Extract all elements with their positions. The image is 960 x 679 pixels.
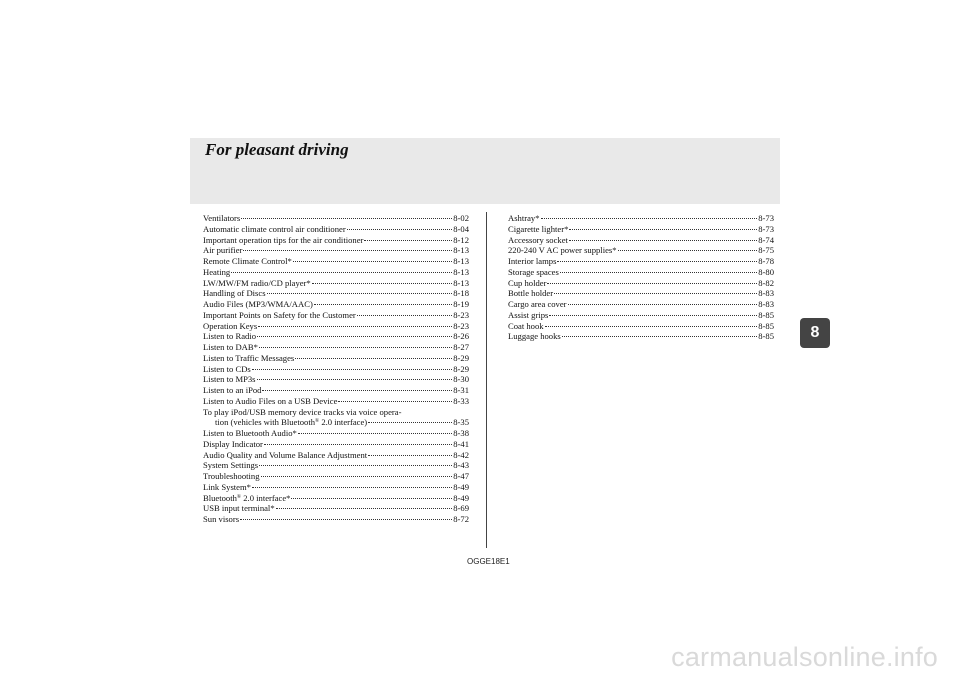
toc-entry-page: 8-83	[758, 288, 774, 299]
toc-entry	[203, 342, 469, 353]
toc-entry-page: 8-29	[453, 363, 469, 374]
toc-entry-label: Handling of Discs	[203, 288, 266, 299]
toc-entry-page: 8-85	[758, 309, 774, 320]
toc-entry	[508, 256, 774, 267]
toc-leader-dots	[241, 218, 452, 219]
toc-entry-page: 8-13	[453, 266, 469, 277]
toc-entry	[508, 310, 774, 321]
toc-entry-label: Listen to CDs	[203, 363, 251, 374]
toc-leader-dots	[368, 455, 452, 456]
toc-entry	[203, 331, 469, 342]
toc-entry-label: Cargo area cover	[508, 299, 567, 309]
toc-entry-page: 8-26	[453, 331, 469, 342]
toc-leader-dots	[312, 283, 453, 284]
toc-leader-dots	[569, 240, 757, 241]
toc-entry-page: 8-72	[453, 514, 469, 524]
toc-entry-label: LW/MW/FM radio/CD player*	[203, 277, 311, 288]
toc-column-right	[508, 213, 774, 342]
toc-entry	[508, 299, 774, 310]
toc-entry-label: Cup holder	[508, 277, 547, 288]
toc-entry-label: Luggage hooks	[508, 331, 561, 342]
toc-entry-page: 8-13	[453, 256, 469, 266]
toc-entry-label: System Settings	[203, 460, 259, 471]
toc-entry-label: Important operation tips for the air conditioner	[203, 234, 364, 245]
toc-entry-page: 8-69	[453, 503, 469, 514]
toc-leader-dots	[267, 293, 453, 294]
toc-entry-page: 8-43	[453, 460, 469, 471]
toc-leader-dots	[252, 369, 452, 370]
toc-leader-dots	[231, 272, 452, 273]
toc-entry	[508, 267, 774, 278]
toc-entry-label: Interior lamps	[508, 256, 557, 266]
toc-entry	[203, 267, 469, 278]
toc-entry-label: Cigarette lighter*	[508, 223, 569, 234]
toc-entry-label: Storage spaces	[508, 266, 559, 277]
toc-entry	[203, 503, 469, 514]
toc-entry-page: 8-13	[453, 245, 469, 256]
toc-leader-dots	[259, 347, 452, 348]
toc-entry	[203, 439, 469, 450]
toc-entry	[203, 310, 469, 321]
toc-entry-page: 8-85	[758, 320, 774, 331]
document-code: OGGE18E1	[467, 557, 510, 566]
toc-leader-dots	[562, 336, 757, 337]
toc-entry-page: 8-49	[453, 492, 469, 503]
toc-entry	[203, 471, 469, 482]
toc-entry-page: 8-29	[453, 352, 469, 363]
toc-entry-label: Listen to an iPod	[203, 385, 262, 395]
toc-leader-dots	[541, 218, 758, 219]
toc-entry	[203, 514, 469, 525]
toc-entry	[203, 256, 469, 267]
toc-leader-dots	[252, 487, 452, 488]
toc-entry-page: 8-78	[758, 256, 774, 266]
toc-leader-dots	[557, 261, 757, 262]
toc-entry	[203, 493, 469, 504]
toc-entry	[203, 245, 469, 256]
chapter-number-tab: 8	[800, 318, 830, 348]
toc-leader-dots	[338, 401, 452, 402]
toc-entry-page: 8-12	[453, 234, 469, 245]
toc-entry	[203, 482, 469, 493]
toc-leader-dots	[264, 444, 452, 445]
toc-entry-page: 8-75	[758, 245, 774, 256]
toc-leader-dots	[257, 379, 453, 380]
toc-leader-dots	[276, 508, 453, 509]
toc-entry-label: Bottle holder	[508, 288, 554, 299]
toc-entry	[508, 278, 774, 289]
toc-entry	[203, 321, 469, 332]
column-divider	[486, 212, 487, 548]
toc-leader-dots	[262, 390, 452, 391]
toc-entry-page: 8-41	[453, 438, 469, 449]
toc-entry	[203, 224, 469, 235]
watermark: carmanualsonline.info	[671, 642, 938, 672]
toc-entry-page: 8-80	[758, 266, 774, 277]
toc-leader-dots	[257, 336, 452, 337]
toc-entry	[508, 235, 774, 246]
toc-entry	[203, 353, 469, 364]
toc-entry-label: To play iPod/USB memory device tracks via voice opera-	[203, 406, 402, 417]
toc-entry-page: 8-49	[453, 481, 469, 492]
toc-entry-label: Remote Climate Control*	[203, 256, 292, 266]
toc-entry-label: Ashtray*	[508, 213, 540, 223]
toc-entry-page: 8-18	[453, 288, 469, 299]
toc-entry-page: 8-30	[453, 374, 469, 385]
toc-entry-page: 8-85	[758, 331, 774, 342]
toc-entry	[203, 385, 469, 396]
toc-entry-label: Automatic climate control air conditioner	[203, 223, 346, 234]
toc-leader-dots	[314, 304, 452, 305]
toc-leader-dots	[243, 250, 452, 251]
toc-leader-dots	[364, 240, 452, 241]
toc-leader-dots	[357, 315, 452, 316]
toc-entry-page: 8-42	[453, 449, 469, 460]
toc-leader-dots	[560, 272, 757, 273]
toc-entry-page: 8-82	[758, 277, 774, 288]
toc-entry	[508, 321, 774, 332]
toc-entry-label: Listen to Audio Files on a USB Device	[203, 395, 338, 406]
toc-entry-label: Audio Quality and Volume Balance Adjustment	[203, 449, 368, 460]
toc-entry-label: Listen to Traffic Messages	[203, 352, 295, 363]
toc-entry-label: Ventilators	[203, 213, 241, 223]
toc-leader-dots	[291, 498, 452, 499]
toc-entry-page: 8-23	[453, 320, 469, 331]
toc-entry	[508, 213, 774, 224]
toc-entry	[508, 245, 774, 256]
toc-leader-dots	[261, 476, 453, 477]
toc-entry-page: 8-27	[453, 342, 469, 352]
toc-column-left	[203, 213, 469, 525]
toc-leader-dots	[295, 358, 452, 359]
toc-entry-page: 8-35	[453, 417, 469, 428]
toc-entry-label: Coat hook	[508, 320, 544, 331]
toc-leader-dots	[240, 519, 452, 520]
toc-entry	[203, 374, 469, 385]
toc-entry-page: 8-02	[453, 213, 469, 223]
toc-entry-label: Listen to DAB*	[203, 342, 258, 352]
toc-entry-label: USB input terminal*	[203, 503, 275, 514]
chapter-title: For pleasant driving	[205, 140, 349, 159]
toc-entry-page: 8-73	[758, 213, 774, 223]
toc-entry-label: Listen to Bluetooth Audio*	[203, 428, 297, 438]
toc-entry	[508, 224, 774, 235]
toc-leader-dots	[545, 326, 758, 327]
toc-entry-label: Operation Keys	[203, 320, 258, 331]
toc-entry-page: 8-04	[453, 223, 469, 234]
toc-leader-dots	[547, 283, 757, 284]
toc-entry-label: Important Points on Safety for the Customer	[203, 309, 356, 320]
toc-entry-page: 8-31	[453, 385, 469, 395]
toc-entry-label: Accessory socket	[508, 234, 568, 245]
toc-entry	[203, 460, 469, 471]
toc-entry	[203, 396, 469, 407]
toc-entry-label: Listen to MP3s	[203, 374, 256, 385]
toc-entry	[203, 213, 469, 224]
toc-leader-dots	[549, 315, 757, 316]
toc-entry	[203, 235, 469, 246]
toc-entry-page: 8-47	[453, 471, 469, 481]
toc-entry-label: Listen to Radio	[203, 331, 256, 342]
toc-entry-label: Assist grips	[508, 309, 549, 320]
toc-leader-dots	[347, 229, 453, 230]
toc-entry-page: 8-38	[453, 428, 469, 438]
toc-leader-dots	[293, 261, 452, 262]
toc-entry-label: Audio Files (MP3/WMA/AAC)	[203, 299, 313, 309]
toc-entry	[508, 331, 774, 342]
toc-entry-label: tion (vehicles with Bluetooth® 2.0 interface)	[215, 417, 368, 428]
toc-entry-label: Heating	[203, 266, 231, 277]
toc-leader-dots	[568, 304, 758, 305]
toc-entry-page: 8-13	[453, 277, 469, 288]
toc-entry-label: Sun visors	[203, 514, 240, 524]
toc-entry-page: 8-74	[758, 234, 774, 245]
toc-entry-page: 8-83	[758, 299, 774, 309]
toc-entry-page: 8-33	[453, 395, 469, 406]
toc-leader-dots	[618, 250, 758, 251]
toc-leader-dots	[368, 422, 452, 423]
toc-leader-dots	[259, 465, 452, 466]
toc-entry	[203, 288, 469, 299]
toc-leader-dots	[298, 433, 452, 434]
toc-entry	[203, 278, 469, 289]
toc-entry-page: 8-23	[453, 309, 469, 320]
toc-leader-dots	[554, 293, 757, 294]
toc-entry	[203, 299, 469, 310]
toc-entry	[203, 428, 469, 439]
toc-entry-label: Air purifier	[203, 245, 243, 256]
toc-leader-dots	[258, 326, 452, 327]
toc-leader-dots	[569, 229, 757, 230]
toc-entry-page: 8-73	[758, 223, 774, 234]
toc-entry	[203, 417, 469, 428]
toc-entry-page: 8-19	[453, 299, 469, 309]
toc-entry-label: Display Indicator	[203, 438, 263, 449]
toc-entry-label: 220-240 V AC power supplies*	[508, 245, 617, 256]
toc-entry-label: Troubleshooting	[203, 471, 260, 481]
toc-entry	[508, 288, 774, 299]
toc-entry	[203, 407, 469, 418]
toc-entry-label: Link System*	[203, 481, 251, 492]
toc-entry-label: Bluetooth® 2.0 interface*	[203, 492, 291, 503]
toc-entry	[203, 450, 469, 461]
toc-entry	[203, 364, 469, 375]
